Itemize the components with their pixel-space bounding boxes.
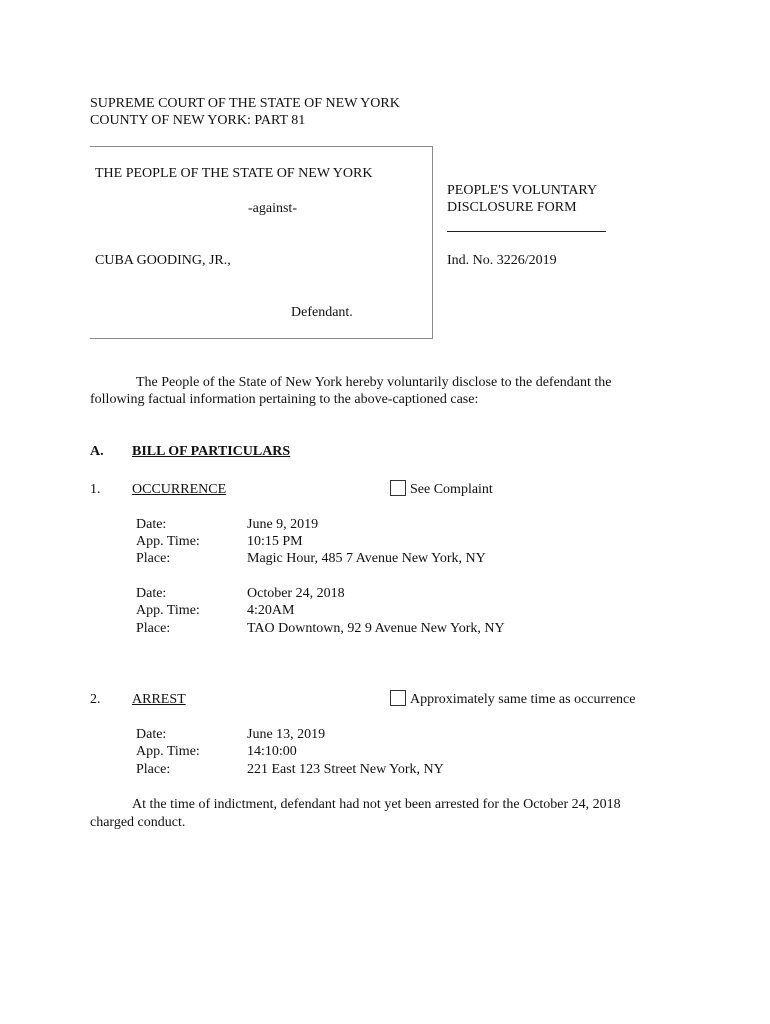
court-name: SUPREME COURT OF THE STATE OF NEW YORK (90, 96, 400, 111)
court-county-part: COUNTY OF NEW YORK: PART 81 (90, 113, 306, 128)
occurrence-1-date: June 9, 2019 (247, 517, 319, 532)
see-complaint-label: See Complaint (410, 482, 493, 497)
arrest-heading: ARREST (132, 692, 186, 707)
section-a-title: BILL OF PARTICULARS (132, 444, 291, 459)
occurrence-1-place-label: Place: (136, 551, 171, 566)
occurrence-1-time: 10:15 PM (247, 534, 303, 549)
occurrence-1-place: Magic Hour, 485 7 Avenue New York, NY (247, 551, 486, 566)
arrest-note-line1: At the time of indictment, defendant had not yet been arrested for the October 24, 2018 (132, 797, 621, 812)
same-time-label: Approximately same time as occurrence (410, 692, 636, 707)
arrest-place: 221 East 123 Street New York, NY (247, 762, 444, 777)
arrest-time-label: App. Time: (136, 744, 200, 759)
intro-line2: following factual information pertaining to the above-captioned case: (90, 392, 479, 407)
form-title-line2: DISCLOSURE FORM (447, 200, 577, 215)
arrest-place-label: Place: (136, 762, 171, 777)
caption-defendant-role: Defendant. (291, 305, 353, 320)
form-title-rule (447, 231, 606, 232)
occurrence-2-time-label: App. Time: (136, 603, 200, 618)
occurrence-number: 1. (90, 482, 101, 497)
see-complaint-checkbox[interactable] (390, 480, 406, 496)
occurrence-1-time-label: App. Time: (136, 534, 200, 549)
form-title-line1: PEOPLE'S VOLUNTARY (447, 183, 598, 198)
occurrence-2-date: October 24, 2018 (247, 586, 345, 601)
caption-against: -against- (248, 201, 297, 216)
arrest-number: 2. (90, 692, 101, 707)
section-a-letter: A. (90, 444, 104, 459)
indictment-number: Ind. No. 3226/2019 (447, 253, 557, 268)
caption-defendant-name: CUBA GOODING, JR., (95, 253, 231, 268)
occurrence-2-time: 4:20AM (247, 603, 295, 618)
occurrence-heading: OCCURRENCE (132, 482, 227, 497)
arrest-time: 14:10:00 (247, 744, 297, 759)
same-time-checkbox[interactable] (390, 690, 406, 706)
arrest-date-label: Date: (136, 727, 167, 742)
occurrence-2-place-label: Place: (136, 621, 171, 636)
occurrence-2-date-label: Date: (136, 586, 167, 601)
occurrence-1-date-label: Date: (136, 517, 167, 532)
caption-plaintiff: THE PEOPLE OF THE STATE OF NEW YORK (95, 166, 373, 181)
occurrence-2-place: TAO Downtown, 92 9 Avenue New York, NY (247, 621, 505, 636)
arrest-note-line2: charged conduct. (90, 815, 186, 830)
arrest-date: June 13, 2019 (247, 727, 326, 742)
intro-line1: The People of the State of New York hereby voluntarily disclose to the defendant the (136, 375, 612, 390)
